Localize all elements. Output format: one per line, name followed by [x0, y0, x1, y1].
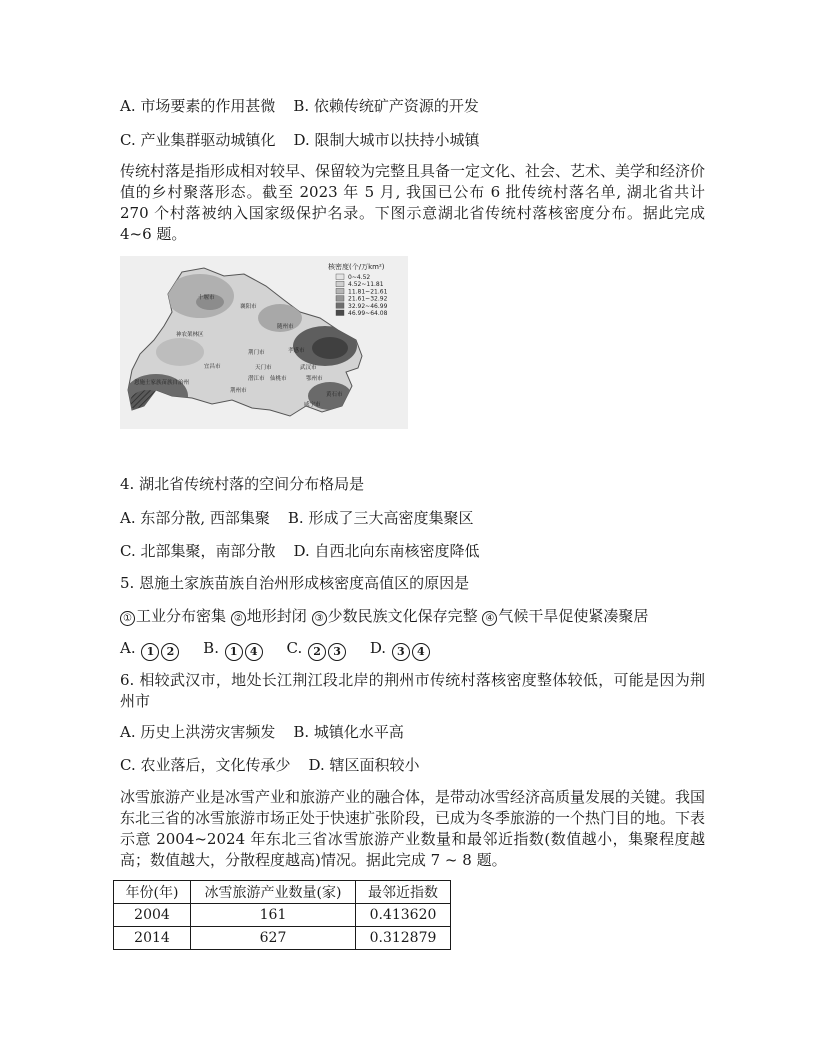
- hubei-kernel-density-map: [120, 256, 408, 429]
- label-shiyan: 十堰市: [198, 295, 215, 301]
- q6-options-row-2: [120, 755, 420, 775]
- table-header-row: [114, 881, 451, 904]
- q4-stem: 4. 湖北省传统村落的空间分布格局是: [120, 475, 365, 493]
- label-xiangyang: 襄阳市: [240, 304, 257, 310]
- q5-item-3: ③ 少数民族文化保存完整: [312, 607, 478, 625]
- q5-option-d: D. 3 4: [370, 638, 431, 661]
- q6-option-c: C. 农业落后，文化传承少: [120, 756, 291, 774]
- table-header-index: 最邻近指数: [356, 881, 451, 904]
- q4-option-b: B. 形成了三大高密度集聚区: [287, 509, 474, 527]
- density-zone-northeast-core: [312, 337, 348, 359]
- legend-swatch: [336, 296, 344, 302]
- table-header-year: 年份(年): [114, 881, 191, 904]
- table-cell-count: 627: [191, 927, 356, 950]
- label-enshi: 恩施土家族苗族自治州: [134, 380, 190, 386]
- label-xiaogan: 孝感市: [288, 348, 305, 354]
- legend-title: 核密度(个/万km²): [328, 263, 385, 271]
- table-cell-year: 2004: [114, 904, 191, 927]
- legend-label: 0~4.52: [348, 274, 371, 281]
- q3-options-row-2: [120, 130, 480, 150]
- table-cell-index: 0.312879: [356, 927, 451, 950]
- label-wuhan: 武汉市: [300, 365, 317, 371]
- q5-item-2-mark: ②: [231, 611, 246, 626]
- q6-option-b: B. 城镇化水平高: [293, 723, 404, 741]
- label-ezhou: 鄂州市: [306, 376, 323, 382]
- q5-items: [120, 606, 648, 626]
- q4-options-row-2: [120, 541, 480, 561]
- label-jingmen: 荆门市: [248, 350, 265, 356]
- label-suizhou: 随州市: [277, 324, 294, 330]
- label-jingzhou: 荆州市: [230, 388, 247, 394]
- legend-swatch: [336, 281, 344, 287]
- label-yichang: 宜昌市: [204, 364, 221, 370]
- passage-traditional-villages: 传统村落是指形成相对较早、保留较为完整且具备一定文化、社会、艺术、美学和经济价值的乡村聚落形态。截至 2023 年 5 月, 我国已公布 6 批传统村落名单, 湖北省共计 270 个村落被纳入国家级保护名录。下图示意湖北省传统村落核密度分布。据此完成 4~6 题。: [120, 162, 706, 243]
- passage-ice-snow-tourism: 冰雪旅游产业是冰雪产业和旅游产业的融合体，是带动冰雪经济高质量发展的关键。我国东北三省的冰雪旅游市场正处于快速扩张阶段，已成为冬季旅游的一个热门目的地。下表示意 2004~2024 年东北三省冰雪旅游产业数量和最邻近指数(数值越小，集聚程度越高；数值越大，分散程度越高)情况。据此完成 7 ~ 8 题。: [120, 788, 706, 869]
- label-xianning: 咸宁市: [304, 402, 321, 408]
- q5-item-1: ① 工业分布密集: [120, 607, 226, 625]
- ice-snow-tourism-table: [113, 880, 451, 950]
- table-cell-count: 161: [191, 904, 356, 927]
- table-header-count: 冰雪旅游产业数量(家): [191, 881, 356, 904]
- legend-label: 32.92~46.99: [348, 302, 388, 310]
- q5-option-c: C. 2 3: [287, 638, 348, 661]
- legend-swatch: [336, 310, 344, 316]
- legend-label: 21.61~32.92: [348, 295, 388, 303]
- q3-option-a: A. 市场要素的作用甚微: [120, 97, 276, 115]
- q5-item-3-mark: ③: [312, 611, 327, 626]
- table-row: [114, 904, 451, 927]
- table-row: [114, 927, 451, 950]
- q6-stem: 6. 相较武汉市，地处长江荆江段北岸的荆州市传统村落核密度整体较低，可能是因为荆州市: [120, 671, 705, 710]
- q3-option-d: D. 限制大城市以扶持小城镇: [293, 131, 480, 149]
- q5-item-4-mark: ④: [482, 611, 497, 626]
- q6-option-a: A. 历史上洪涝灾害频发: [120, 723, 276, 741]
- density-zone-shennongjia: [156, 338, 204, 366]
- label-huangshi: 黄石市: [326, 392, 343, 398]
- legend-swatch: [336, 274, 344, 280]
- q5-item-1-mark: ①: [120, 611, 135, 626]
- legend-label: 4.52~11.81: [348, 281, 384, 289]
- q5-option-a: A. 1 2: [120, 638, 180, 661]
- q5-stem: 5. 恩施土家族苗族自治州形成核密度高值区的原因是: [120, 574, 470, 592]
- legend-swatch: [336, 288, 344, 294]
- label-qianjiang: 潜江市: [248, 376, 265, 382]
- q5-options: [120, 638, 431, 661]
- table-cell-index: 0.413620: [356, 904, 451, 927]
- label-shennongjia: 神农架林区: [176, 332, 204, 338]
- q3-options-row-1: [120, 96, 479, 116]
- legend-label: 11.81~21.61: [348, 288, 388, 296]
- legend-label: 46.99~64.08: [348, 310, 388, 317]
- legend-swatch: [336, 303, 344, 309]
- q4-options-row-1: [120, 508, 473, 528]
- label-tianmen: 天门市: [255, 365, 272, 371]
- q3-option-c: C. 产业集群驱动城镇化: [120, 131, 276, 149]
- q4-option-a: A. 东部分散, 西部集聚: [120, 509, 270, 527]
- label-xiantao: 仙桃市: [270, 376, 287, 382]
- q6-option-d: D. 辖区面积较小: [308, 756, 420, 774]
- q5-item-2: ② 地形封闭: [231, 607, 307, 625]
- q3-option-b: B. 依赖传统矿产资源的开发: [293, 97, 479, 115]
- q4-option-c: C. 北部集聚，南部分散: [120, 542, 276, 560]
- table-cell-year: 2014: [114, 927, 191, 950]
- q4-option-d: D. 自西北向东南核密度降低: [293, 542, 480, 560]
- q5-option-b: B. 1 4: [203, 638, 264, 661]
- q6-options-row-1: [120, 722, 404, 742]
- q5-item-4: ④ 气候干旱促使紧凑聚居: [482, 607, 648, 625]
